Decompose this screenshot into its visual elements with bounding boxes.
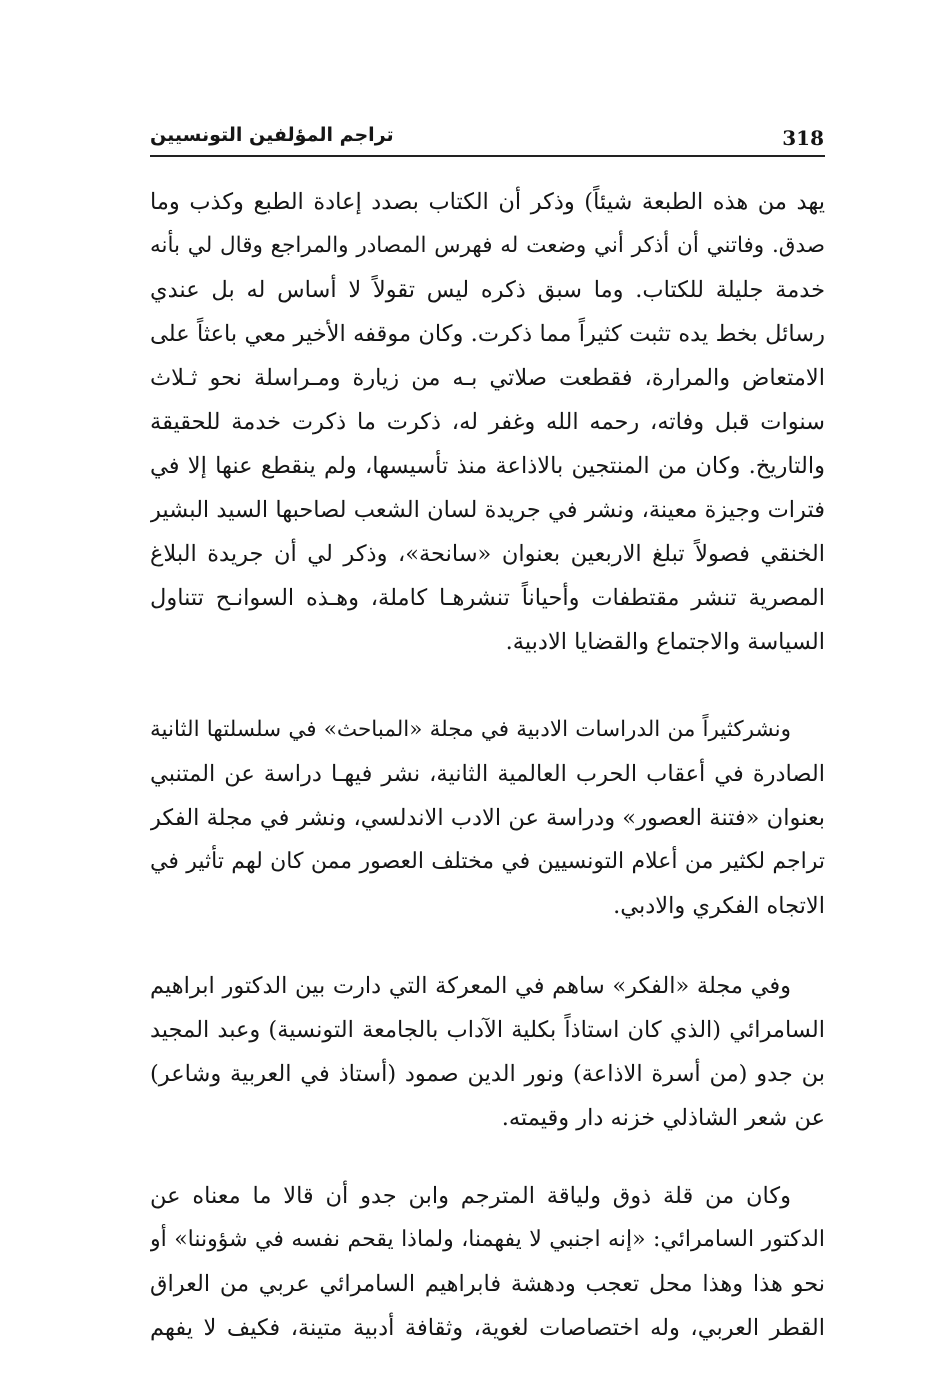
text-line: ونشركثيراً من الدراسات الادبية في مجلة «المباحث» في سلسلتها الثانية bbox=[150, 717, 791, 742]
text-line: عن شعر الشاذلي خزنه دار وقيمته. bbox=[501, 1105, 825, 1131]
paragraph-spacer bbox=[150, 1140, 825, 1174]
paragraph-3 bbox=[150, 964, 825, 1140]
text-line: خدمة جليلة للكتاب. وما سبق ذكره ليس تقولاً لا أساس له بل عندي bbox=[150, 277, 825, 303]
page-number: 318 bbox=[782, 126, 824, 150]
text-line: المصرية تنشر مقتطفات وأحياناً تنشرهـا كاملة، وهـذه السوانـح تتناول bbox=[150, 585, 825, 611]
text-line: تراجم لكثير من أعلام التونسيين في مختلف العصور ممن كان لهم تأثير في bbox=[150, 849, 825, 874]
paragraph-spacer bbox=[150, 928, 825, 964]
text-line: القطر العربي، وله اختصاصات لغوية، وثقافة أدبية متينة، فكيف لا يفهم bbox=[150, 1315, 825, 1341]
paragraph-4 bbox=[150, 1174, 825, 1350]
text-line: الاتجاه الفكري والادبي. bbox=[613, 893, 825, 919]
text-line: بن جدو (من أسرة الاذاعة) ونور الدين صمود (أستاذ في العربية وشاعر) bbox=[150, 1061, 825, 1087]
text-line: صدق. وفاتني أن أذكر أني وضعت له فهرس المصادر والمراجع وقال لي بأنه bbox=[150, 233, 825, 258]
text-line: الخنقي فصولاً تبلغ الاربعين بعنوان «سانحة»، وذكر لي أن جريدة البلاغ bbox=[150, 541, 825, 567]
text-line: بعنوان «فتنة العصور» ودراسة عن الادب الاندلسي، ونشر في مجلة الفكر bbox=[150, 805, 825, 831]
running-title: تراجم المؤلفين التونسيين bbox=[150, 124, 394, 146]
page-header bbox=[150, 124, 824, 156]
text-line: السامرائي (الذي كان استاذاً بكلية الآداب بالجامعة التونسية) وعبد المجيد bbox=[150, 1017, 825, 1043]
text-line: فترات وجيزة معينة، ونشر في جريدة لسان الشعب لصاحبها السيد البشير bbox=[150, 497, 825, 523]
text-line: وفي مجلة «الفكر» ساهم في المعركة التي دارت بين الدكتور ابراهيم bbox=[150, 973, 791, 999]
paragraph-1 bbox=[150, 180, 825, 664]
paragraph-2 bbox=[150, 708, 825, 928]
text-line: الصادرة في أعقاب الحرب العالمية الثانية، نشر فيهـا دراسة عن المتنبي bbox=[150, 761, 825, 787]
text-line: الدكتور السامرائي: «إنه اجنبي لا يفهمنا، ولماذا يقحم نفسه في شؤوننا» أو bbox=[150, 1227, 825, 1252]
text-line: والتاريخ. وكان من المنتجين بالاذاعة منذ تأسيسها، ولم ينقطع عنها إلا في bbox=[150, 453, 825, 479]
text-line: سنوات قبل وفاته، رحمه الله وغفر له، ذكرت ما ذكرت خدمة للحقيقة bbox=[150, 409, 825, 435]
text-line: رسائل بخط يده تثبت كثيراً مما ذكرت. وكان موقفه الأخير معي باعثاً على bbox=[150, 321, 825, 347]
text-line: يهد من هذه الطبعة شيئاً) وذكر أن الكتاب بصدد إعادة الطبع وكذب وما bbox=[150, 189, 825, 215]
text-line: وكان من قلة ذوق ولياقة المترجم وابن جدو أن قالا ما معناه عن bbox=[150, 1183, 791, 1209]
text-line: السياسة والاجتماع والقضايا الادبية. bbox=[505, 629, 825, 655]
header-rule bbox=[150, 155, 825, 157]
text-line: نحو هذا وهذا محل تعجب ودهشة فابراهيم السامرائي عربي من العراق bbox=[150, 1271, 825, 1297]
page-body bbox=[150, 180, 825, 1350]
paragraph-spacer bbox=[150, 664, 825, 708]
text-line: الامتعاض والمرارة، فقطعت صلاتي بـه من زيارة ومـراسلة نحو ثـلاث bbox=[150, 365, 825, 391]
